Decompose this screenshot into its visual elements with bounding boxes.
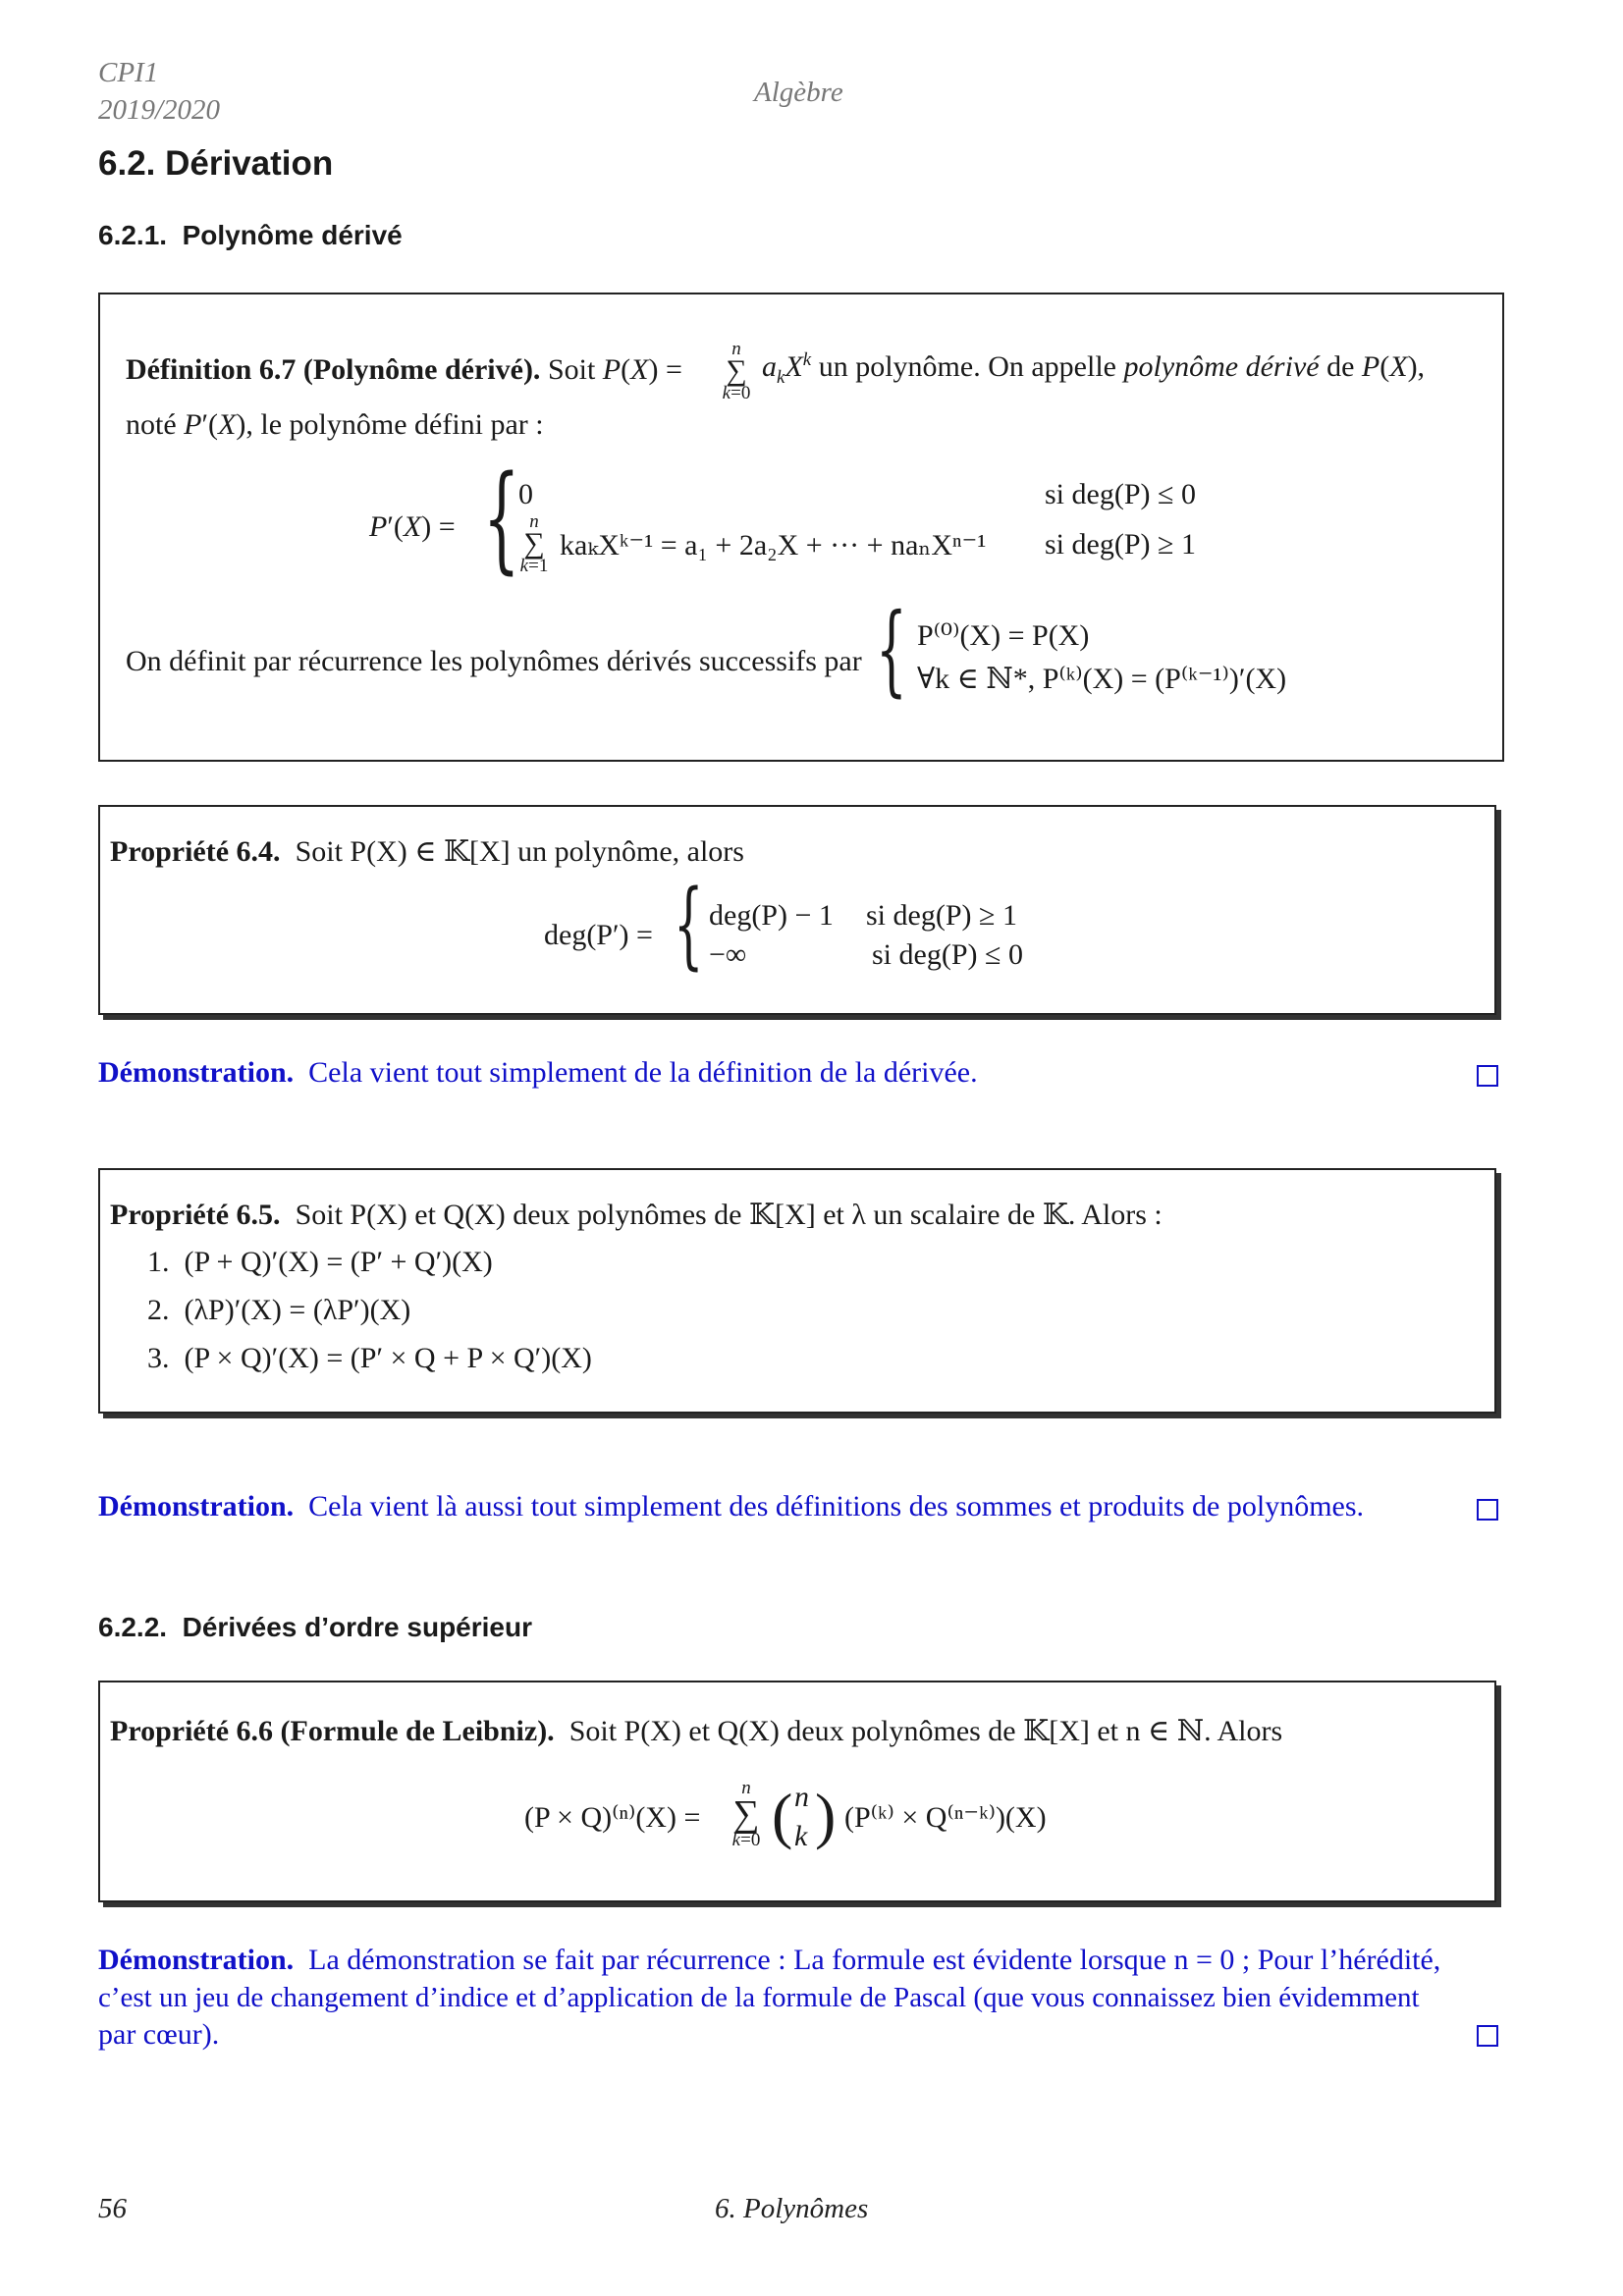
property-6-4-box bbox=[98, 805, 1496, 1015]
qed-square-icon bbox=[1477, 2025, 1498, 2047]
demonstration-label: Démonstration. bbox=[98, 1056, 295, 1089]
binomial-close-paren: ) bbox=[815, 1781, 837, 1850]
sum-symbol: n ∑ k=0 bbox=[731, 1778, 761, 1850]
definition-text: Soit bbox=[547, 353, 596, 386]
property-6-4-line bbox=[110, 834, 744, 869]
property-label: Propriété 6.6 (Formule de Leibniz). bbox=[110, 1715, 555, 1747]
header-year: 2019/2020 bbox=[98, 94, 221, 126]
property-6-4-cond2: si deg(P) ≤ 0 bbox=[872, 938, 1023, 971]
property-6-4-lhs: deg(P′) = bbox=[544, 919, 653, 951]
definition-label: Définition 6.7 (Polynôme dérivé). bbox=[126, 353, 541, 386]
left-brace: { bbox=[876, 592, 907, 707]
left-brace: { bbox=[483, 450, 520, 585]
item-formula: (λP)′(X) = (λP′)(X) bbox=[184, 1294, 411, 1326]
property-6-5-line bbox=[110, 1198, 1163, 1232]
binomial-n: n bbox=[794, 1781, 809, 1813]
demonstration-label: Démonstration. bbox=[98, 1490, 295, 1522]
definition-line-2: noté P′(X), le polynôme défini par : bbox=[126, 408, 544, 441]
item-number: 3. bbox=[147, 1342, 170, 1374]
footer-chapter: 6. Polynômes bbox=[715, 2193, 869, 2224]
case1-condition: si deg(P) ≤ 0 bbox=[1045, 478, 1196, 510]
header-course: CPI1 bbox=[98, 57, 159, 88]
left-brace: { bbox=[674, 870, 704, 980]
definition-text: , le polynôme défini par : bbox=[245, 408, 544, 441]
item-number: 2. bbox=[147, 1294, 170, 1326]
property-6-6-box bbox=[98, 1681, 1496, 1902]
case2-value: kaₖXᵏ⁻¹ = a₁ + 2a₂X + ··· + naₙXⁿ⁻¹ bbox=[560, 529, 987, 561]
definition-line-1b: $a_kX^k$ un polynôme. On appelle polynôme dérivé de P(X), bbox=[762, 349, 1426, 388]
sum-symbol: n ∑ k=1 bbox=[519, 511, 549, 576]
case1-value: 0 bbox=[518, 478, 533, 510]
recurrence-line-2: ∀k ∈ ℕ*, P⁽ᵏ⁾(X) = (P⁽ᵏ⁻¹⁾)′(X) bbox=[917, 663, 1287, 695]
subsection-number: 6.2.1. bbox=[98, 220, 168, 250]
binomial-open-paren: ( bbox=[772, 1781, 793, 1850]
derivative-lhs: P′(X) = bbox=[369, 510, 456, 543]
header-subject: Algèbre bbox=[754, 77, 843, 108]
property-item-3 bbox=[147, 1342, 592, 1375]
item-formula: (P + Q)′(X) = (P′ + Q′)(X) bbox=[184, 1246, 493, 1278]
definition-text: un polynôme. On appelle bbox=[818, 350, 1116, 383]
demonstration-1 bbox=[98, 1056, 978, 1090]
property-text: Soit P(X) ∈ 𝕂[X] un polynôme, alors bbox=[295, 835, 744, 868]
property-item-1 bbox=[147, 1246, 493, 1279]
recurrence-text: On définit par récurrence les polynômes dérivés successifs par bbox=[126, 645, 862, 677]
demonstration-text-line-2: c’est un jeu de changement d’indice et d’application de la formule de Pascal (que vous connaissez bien évidemment bbox=[98, 1982, 1420, 2013]
leibniz-rhs: (P⁽ᵏ⁾ × Q⁽ⁿ⁻ᵏ⁾)(X) bbox=[844, 1801, 1047, 1834]
case2-condition: si deg(P) ≥ 1 bbox=[1045, 528, 1196, 561]
property-6-5-box bbox=[98, 1168, 1496, 1414]
definition-term: polynôme dérivé bbox=[1123, 350, 1320, 383]
binomial-k: k bbox=[794, 1820, 808, 1852]
property-label: Propriété 6.5. bbox=[110, 1199, 281, 1231]
property-6-4-case2: −∞ bbox=[709, 938, 747, 971]
sum-symbol: n ∑ k=0 bbox=[722, 339, 751, 403]
demonstration-text-line-1: La démonstration se fait par récurrence : La formule est évidente lorsque n = 0 ; Pour l’hérédité, bbox=[308, 1944, 1441, 1976]
definition-text: noté bbox=[126, 408, 177, 441]
subsection-title: Dérivées d’ordre supérieur bbox=[182, 1612, 532, 1642]
footer-page-number: 56 bbox=[98, 2193, 127, 2224]
demonstration-3 bbox=[98, 1942, 1500, 2054]
qed-square-icon bbox=[1477, 1065, 1498, 1087]
property-text: Soit P(X) et Q(X) deux polynômes de 𝕂[X] et λ un scalaire de 𝕂. Alors : bbox=[295, 1199, 1163, 1231]
definition-box bbox=[98, 293, 1504, 762]
subsection-heading-1 bbox=[98, 220, 403, 251]
property-item-2 bbox=[147, 1294, 410, 1327]
demonstration-2 bbox=[98, 1490, 1364, 1523]
demonstration-text: Cela vient là aussi tout simplement des définitions des sommes et produits de polynômes. bbox=[308, 1490, 1365, 1522]
demonstration-text-line-3: par cœur). bbox=[98, 2018, 220, 2051]
section-title: Dérivation bbox=[165, 144, 334, 183]
demonstration-label: Démonstration. bbox=[98, 1944, 295, 1976]
section-number: 6.2. bbox=[98, 144, 156, 183]
qed-square-icon bbox=[1477, 1499, 1498, 1521]
property-6-4-cond1: si deg(P) ≥ 1 bbox=[866, 899, 1017, 932]
recurrence-line-1: P⁽⁰⁾(X) = P(X) bbox=[917, 619, 1090, 652]
demonstration-text: Cela vient tout simplement de la définition de la dérivée. bbox=[308, 1056, 978, 1089]
leibniz-lhs: (P × Q)⁽ⁿ⁾(X) = bbox=[524, 1801, 701, 1834]
item-number: 1. bbox=[147, 1246, 170, 1278]
subsection-heading-2 bbox=[98, 1612, 532, 1643]
item-formula: (P × Q)′(X) = (P′ × Q + P × Q′)(X) bbox=[184, 1342, 592, 1374]
subsection-number: 6.2.2. bbox=[98, 1612, 168, 1642]
section-heading bbox=[98, 144, 333, 184]
property-6-4-case1: deg(P) − 1 bbox=[709, 899, 834, 932]
property-6-6-line bbox=[110, 1714, 1282, 1748]
property-label: Propriété 6.4. bbox=[110, 835, 281, 868]
definition-line-1: Définition 6.7 (Polynôme dérivé). Soit P(X) = bbox=[126, 353, 682, 386]
subsection-title: Polynôme dérivé bbox=[182, 220, 403, 250]
property-text: Soit P(X) et Q(X) deux polynômes de 𝕂[X] et n ∈ ℕ. Alors bbox=[568, 1715, 1283, 1747]
definition-text: de bbox=[1326, 350, 1355, 383]
